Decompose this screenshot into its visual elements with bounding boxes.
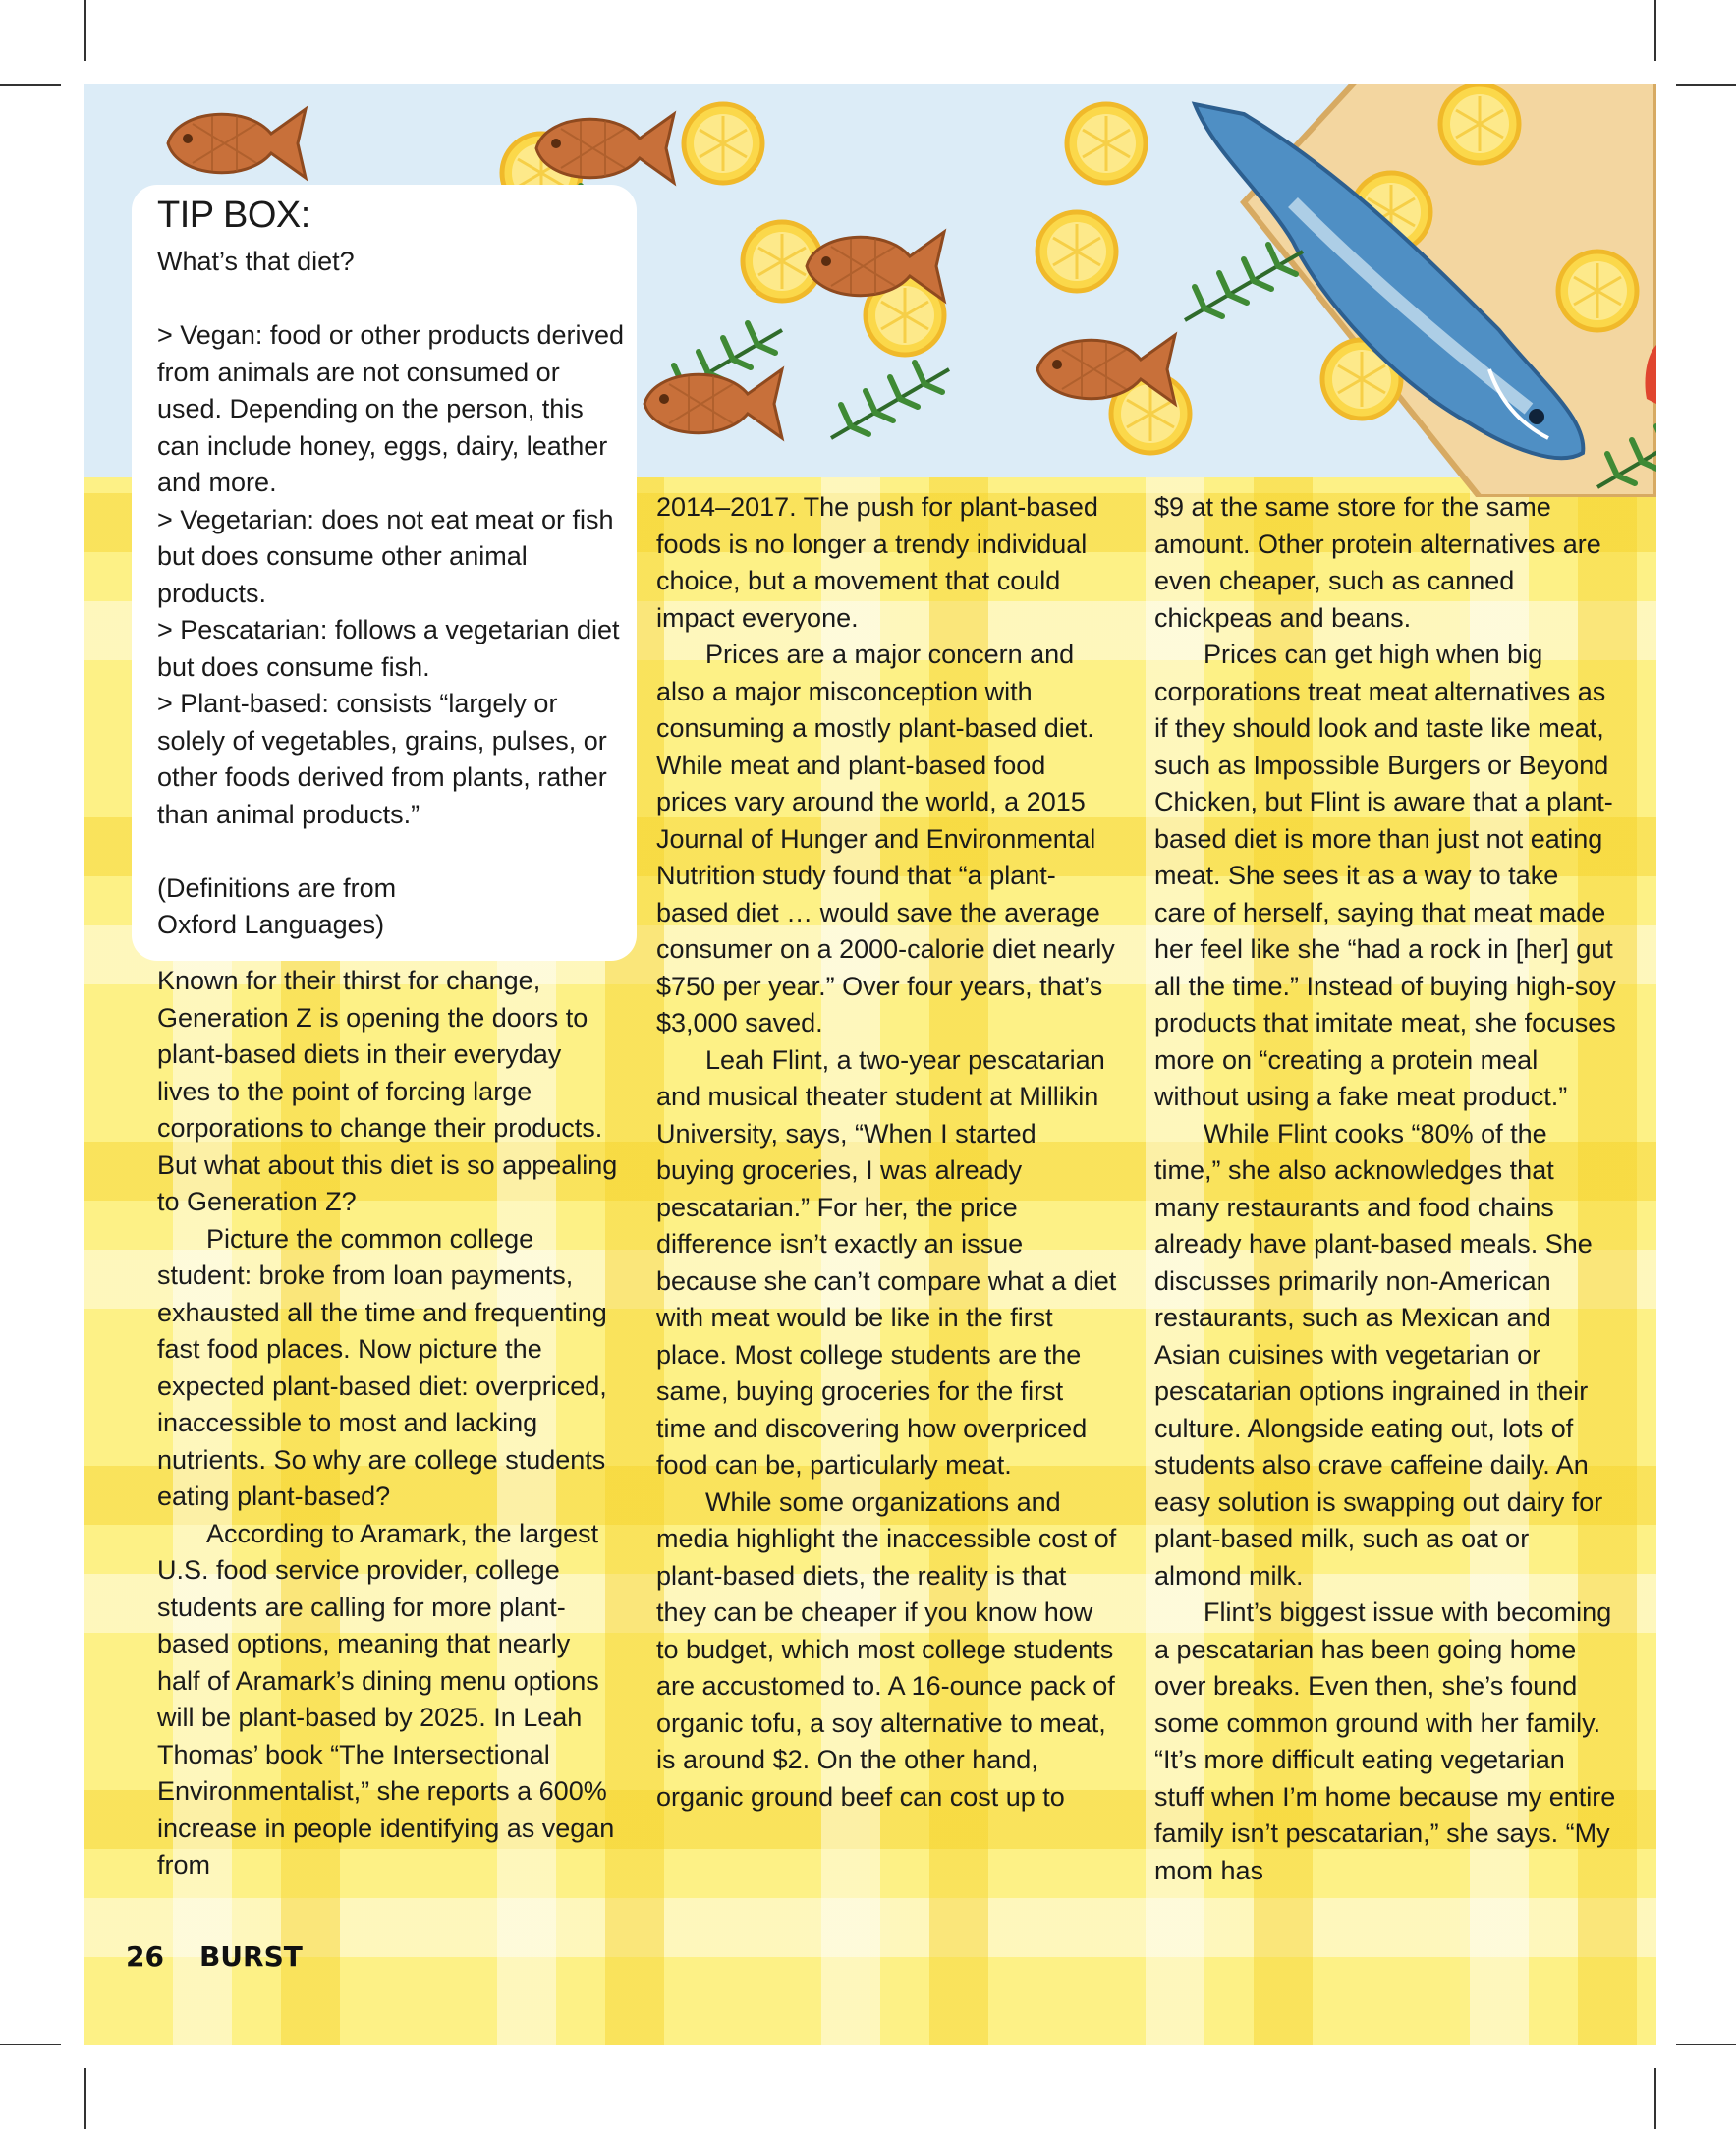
- article-paragraph: Picture the common college student: broke from loan payments, exhausted all the time and frequenting fast food places. Now picture the expected plant-based diet: overpriced, inaccessible to most and lacking nutrients. So why are college students eating plant-based?: [157, 1223, 607, 1511]
- lemon-slice-illustration: [1067, 104, 1146, 183]
- crop-mark: [0, 2044, 61, 2045]
- article-paragraph: Prices can get high when big corporations treat meat alternatives as if they should look and taste like meat, such as Impossible Burgers or Beyond Chicken, but Flint is aware that a plant-based diet is more than just not eating meat. She sees it as a way to take care of herself, saying that meat made her feel like she “had a rock in [her] gut all the time.” Instead of buying high-soy products that imitate meat, she focuses more on “creating a protein meal without using a fake meat product.”: [1154, 640, 1616, 1111]
- crop-mark: [84, 0, 86, 61]
- tip-box-title: TIP BOX:: [157, 195, 310, 236]
- crop-mark: [84, 2068, 86, 2129]
- tip-definition-vegetarian: > Vegetarian: does not eat meat or fish but does consume other animal products.: [157, 504, 614, 608]
- article-paragraph: Leah Flint, a two-year pescatarian and musical theater student at Millikin University, says, “When I started buying groceries, I was already pescatarian.” For her, the price difference isn’t exactly an issue because she can’t compare what a diet with meat would be like in the first place. Most college students are the same, buying groceries for the first time and discovering how overpriced food can be, particularly meat.: [656, 1044, 1117, 1480]
- article-paragraph: 2014–2017. The push for plant-based foods is no longer a trendy individual choice, but a movement that could impact everyone.: [656, 492, 1098, 633]
- tip-definition-vegan: > Vegan: food or other products derived from animals are not consumed or used. Depending on the person, this can include honey, eggs, dairy, leather and more.: [157, 320, 625, 497]
- fish-pastry-illustration: [168, 109, 306, 178]
- article-paragraph: Prices are a major concern and also a major misconception with consuming a mostly plant-based diet. While meat and plant-based food prices vary around the world, a 2015 Journal of Hunger and Environmental Nutrition study found that “a plant-based diet … would save the average consumer on a 2000-calorie diet nearly $750 per year.” Over four years, that’s $3,000 saved.: [656, 640, 1115, 1037]
- rosemary-sprig-illustration: [831, 363, 949, 438]
- crop-mark: [1676, 2044, 1736, 2045]
- magazine-name: BURST: [198, 1940, 303, 1973]
- article-paragraph: While some organizations and media highlight the inaccessible cost of plant-based diets, the reality is that they can be cheaper if you know how to budget, which most college students are accustomed to. A 16-ounce pack of organic tofu, a soy alternative to meat, is around $2. On the other hand, organic ground beef can cost up to: [656, 1486, 1117, 1812]
- article-column-2: [656, 489, 1118, 1816]
- tip-definition-pescatarian: > Pescatarian: follows a vegetarian diet but does consume fish.: [157, 615, 620, 682]
- crop-mark: [1676, 84, 1736, 86]
- article-paragraph: While Flint cooks “80% of the time,” she also acknowledges that many restaurants and food chains already have plant-based meals. She discusses primarily non-American restaurants, such as Mexican and Asian cuisines with vegetarian or pescatarian options ingrained in their culture. Alongside eating out, lots of students also crave caffeine daily. An easy solution is swapping out dairy for plant-based milk, such as oat or almond milk.: [1154, 1118, 1603, 1591]
- page-footer: [126, 1940, 338, 1973]
- tip-box-subtitle: What’s that diet?: [157, 247, 355, 276]
- crop-mark: [1654, 2068, 1656, 2129]
- article-paragraph: $9 at the same store for the same amount. Other protein alternatives are even cheaper, such as canned chickpeas and beans.: [1154, 492, 1601, 633]
- crop-mark: [0, 84, 61, 86]
- article-paragraph: Flint’s biggest issue with becoming a pescatarian has been going home over breaks. Even then, she’s found some common ground with her family. “It’s more difficult eating vegetarian stuff when I’m home because my entire family isn’t pescatarian,” she says. “My mom has: [1154, 1597, 1616, 1885]
- tip-box-source-note: (Definitions are from Oxford Languages): [157, 872, 397, 939]
- article-paragraph: According to Aramark, the largest U.S. food service provider, college students are calling for more plant-based options, meaning that nearly half of Aramark’s dining menu options will be plant-based by 2025. In Leah Thomas’ book “The Intersectional Environmentalist,” she reports a 600% increase in people identifying as vegan from: [157, 1518, 615, 1879]
- article-column-1: [157, 963, 619, 1884]
- article-paragraph: Known for their thirst for change, Generation Z is opening the doors to plant-based diets in their everyday lives to the point of forcing large corporations to change their products. But what about this diet is so appealing to Generation Z?: [157, 966, 618, 1216]
- lemon-slice-illustration: [1037, 212, 1116, 291]
- article-column-3: [1154, 489, 1616, 1889]
- page-number: 26: [126, 1940, 164, 1973]
- lemon-slice-illustration: [684, 104, 762, 183]
- fish-pastry-illustration: [644, 369, 782, 438]
- crop-mark: [1654, 0, 1656, 61]
- tip-definition-plant-based: > Plant-based: consists “largely or solely of vegetables, grains, pulses, or other foods derived from plants, rather than animal products.”: [157, 689, 607, 829]
- tip-box-body: [157, 244, 629, 944]
